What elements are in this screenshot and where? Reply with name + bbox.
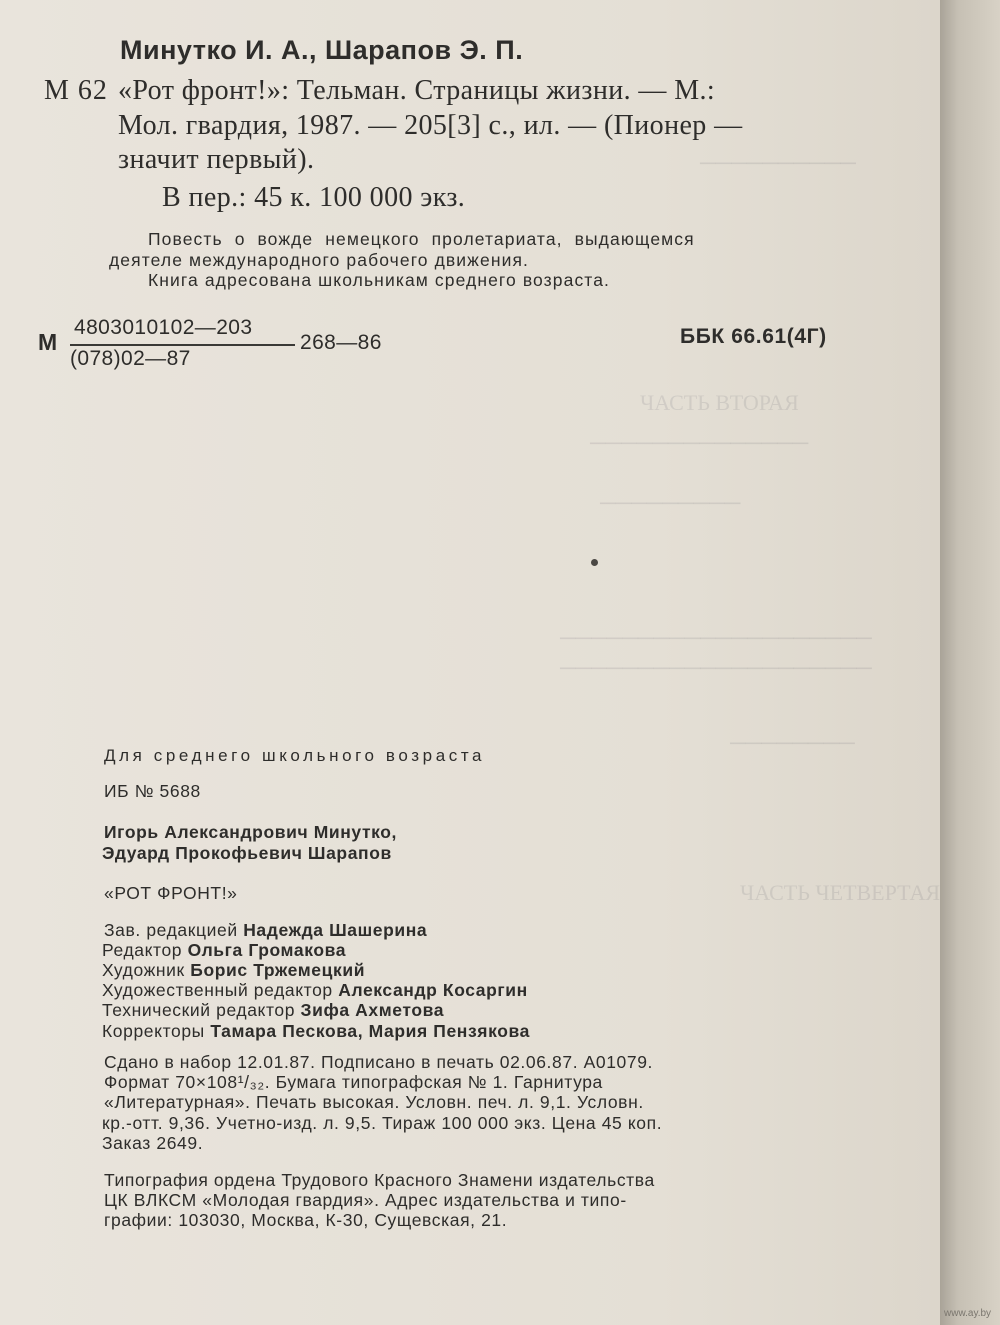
page-edge-shadow [940, 0, 1000, 1325]
print-info-line: кр.-отт. 9,36. Учетно-изд. л. 9,5. Тираж 100 000 экз. Цена 45 коп. [102, 1113, 663, 1133]
show-through-text: ──────────────────── [560, 655, 872, 680]
description-line-2: Мол. гвардия, 1987. — 205[3] с., ил. — (Пионер — [118, 110, 743, 141]
print-info-line: Формат 70×108¹/₃₂. Бумага типографская № 1. Гарнитура [104, 1072, 603, 1092]
credit-role: Редактор [102, 940, 183, 960]
credit-role: Художник [102, 960, 185, 980]
annotation-line-3: Книга адресована школьникам среднего возраста. [148, 270, 611, 290]
book-title: «РОТ ФРОНТ!» [104, 883, 238, 903]
printer-line: Типография ордена Трудового Красного Знамени издательства [104, 1170, 655, 1190]
classification-suffix: 268—86 [300, 331, 382, 354]
credit-line [104, 920, 427, 941]
print-info-line: «Литературная». Печать высокая. Условн. печ. л. 9,1. Условн. [104, 1092, 644, 1112]
show-through-text: ────────── [700, 150, 856, 175]
price-line: В пер.: 45 к. 100 000 экз. [162, 182, 466, 213]
bbk-code: ББК 66.61(4Г) [680, 325, 827, 348]
show-through-text: ЧАСТЬ ВТОРАЯ [640, 390, 799, 415]
authors-heading: Минутко И. А., Шарапов Э. П. [120, 35, 524, 65]
description-line-1: «Рот фронт!»: Тельман. Страницы жизни. — М.: [118, 75, 716, 106]
description-line-3: значит первый). [118, 144, 315, 175]
printer-line: ЦК ВЛКСМ «Молодая гвардия». Адрес издательства и типо- [104, 1190, 627, 1210]
watermark-text: www.ay.by [944, 1308, 992, 1319]
show-through-text: ────────────── [590, 430, 809, 455]
ink-dot [591, 559, 598, 566]
credit-role: Технический редактор [102, 1000, 296, 1020]
classification-letter: М [38, 329, 58, 355]
print-info-line: Заказ 2649. [102, 1133, 204, 1153]
author-full-name-2: Эдуард Прокофьевич Шарапов [102, 843, 392, 863]
classification-numerator: 4803010102—203 [74, 316, 253, 339]
show-through-text: ───────── [600, 490, 741, 515]
annotation-line-1: Повесть о вожде немецкого пролетариата, выдающемся [148, 229, 695, 249]
fraction-bar [70, 344, 295, 346]
author-full-name-1: Игорь Александрович Минутко, [104, 822, 397, 842]
credit-name: Тамара Пескова, Мария Пензякова [210, 1021, 530, 1041]
credit-role: Корректоры [102, 1021, 205, 1041]
show-through-text: ──────────────────── [560, 625, 872, 650]
show-through-text: ЧАСТЬ ЧЕТВЕРТАЯ [740, 880, 941, 905]
credit-role: Зав. редакцией [104, 920, 238, 940]
classification-denominator: (078)02—87 [70, 347, 191, 370]
show-through-text: ──────── [730, 730, 855, 755]
catalog-code: М 62 [44, 75, 108, 106]
credit-name: Борис Тржемецкий [190, 960, 366, 980]
credit-line [102, 1000, 444, 1021]
credit-name: Зифа Ахметова [300, 1000, 445, 1020]
credit-line [102, 960, 365, 981]
print-info-line: Сдано в набор 12.01.87. Подписано в печать 02.06.87. А01079. [104, 1052, 654, 1072]
ib-number: ИБ № 5688 [104, 781, 201, 801]
printer-line: графии: 103030, Москва, К-30, Сущевская, 21. [104, 1210, 508, 1230]
credit-role: Художественный редактор [102, 980, 333, 1000]
audience-note: Для среднего школьного возраста [104, 746, 486, 765]
annotation-line-2: деятеле международного рабочего движения. [109, 250, 529, 270]
credit-name: Ольга Громакова [187, 940, 347, 960]
credit-name: Надежда Шашерина [243, 920, 428, 940]
credit-line [102, 1021, 530, 1042]
credit-name: Александр Косаргин [338, 980, 528, 1000]
credit-line [102, 940, 346, 961]
credit-line [102, 980, 528, 1001]
